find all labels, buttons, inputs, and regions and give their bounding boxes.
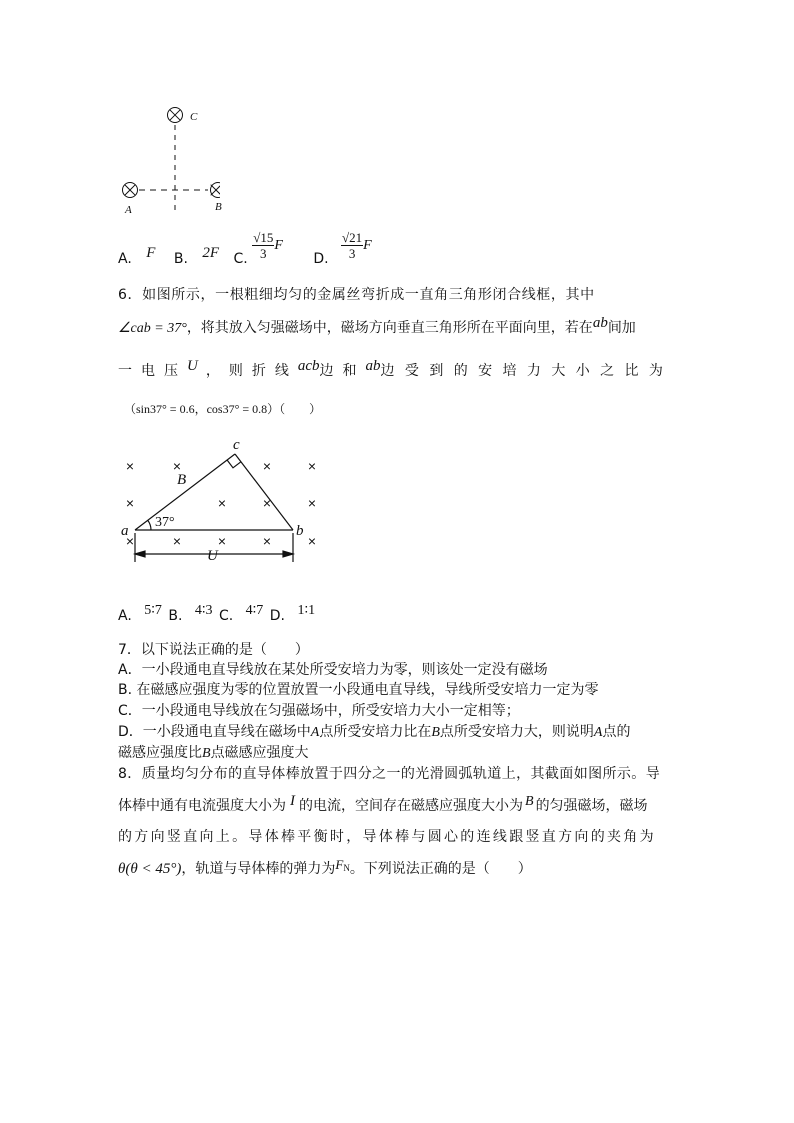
fig1-label-b: B <box>215 201 222 213</box>
q6-option-c-value: 4∶7 <box>245 603 264 618</box>
q5-option-a-value: F <box>146 245 156 261</box>
fig2-label-c: c <box>233 437 240 453</box>
field-cross: × <box>172 458 182 474</box>
field-crosses <box>126 458 316 549</box>
q7-option-b: B. 在磁感应强度为零的位置放置一小段通电直导线，导线所受安培力一定为零 <box>118 682 599 698</box>
q6-acb-label: acb <box>297 358 320 374</box>
wire-b-cross-icon <box>211 183 221 198</box>
q5-option-c-letter: C. <box>233 251 248 267</box>
field-cross: × <box>125 533 135 549</box>
fig2-label-a: a <box>121 523 129 539</box>
field-cross: × <box>262 533 272 549</box>
u-left-arrow <box>135 551 145 557</box>
q7-d-text-4: 点的 <box>602 724 631 740</box>
field-cross: × <box>217 533 227 549</box>
field-cross: × <box>307 495 317 511</box>
q6-line-3-c: 边和 <box>319 363 366 379</box>
q6-angle-expression: ∠cab = 37° <box>118 321 187 336</box>
fig2-angle-label: 37° <box>155 515 175 530</box>
q7-stem: 7．以下说法正确的是（ ） <box>118 642 309 658</box>
q6-voltage-u: U <box>187 358 198 374</box>
field-cross: × <box>125 495 135 511</box>
q7-d-point-b-2: B <box>202 746 211 761</box>
q5-option-d-numerator: √21 <box>342 229 363 245</box>
q6-line-3-d: 边受到的安培力大小之比为 <box>380 363 674 379</box>
q6-ab-label-2: ab <box>365 358 381 374</box>
field-cross: × <box>125 458 135 474</box>
q7-d-text-2: 点所受安培力比在 <box>319 724 432 740</box>
q8-line-1: 8．质量均匀分布的直导体棒放置于四分之一的光滑圆弧轨道上，其截面如图所示。导 <box>118 766 661 782</box>
q5-option-c-numerator: √15 <box>253 229 274 245</box>
q8-line-4-a: ，轨道与导体棒的弹力为 <box>181 861 336 877</box>
q6-line-3-b: ，则折线 <box>205 363 298 379</box>
q8-line-4 <box>118 858 532 878</box>
q8-line-2-a: 体棒中通有电流强度大小为 <box>118 798 286 814</box>
q6-ab-label: ab <box>592 315 608 331</box>
q7-d-text-5: 磁感应强度比 <box>118 745 202 761</box>
field-cross: × <box>172 533 182 549</box>
q5-option-d-f: F <box>363 238 372 253</box>
wire-a-cross-icon <box>123 183 138 198</box>
q5-option-d-letter: D. <box>313 251 329 267</box>
q6-line-3 <box>118 360 673 380</box>
q7-d-text-1: D．一小段通电直导线在磁场中 <box>118 724 311 740</box>
q5-option-c-fraction <box>252 230 274 261</box>
q6-option-b-letter: B. <box>168 608 183 624</box>
q5-option-d-fraction <box>341 230 363 261</box>
q7-option-d-line-1 <box>118 721 630 741</box>
field-cross: × <box>307 533 317 549</box>
field-cross: × <box>262 495 272 511</box>
q5-option-b-letter: B. <box>173 251 188 267</box>
q5-option-c-f: F <box>274 238 283 253</box>
q7-option-d-line-2 <box>118 742 309 762</box>
q6-line-3-a: 一电压 <box>118 363 187 379</box>
fig2-label-u: U <box>207 548 218 564</box>
q6-line-2 <box>118 317 636 337</box>
q5-option-b-value: 2F <box>202 245 220 261</box>
q8-line-2-c: 的匀强磁场，磁场 <box>535 798 648 814</box>
q7-option-a: A．一小段通电直导线放在某处所受安培力为零，则该处一定没有磁场 <box>118 662 548 678</box>
q8-force-f: F <box>335 857 344 872</box>
q6-option-a-letter: A. <box>118 608 132 624</box>
q7-d-point-a-2: A <box>593 725 603 740</box>
q8-force-subscript-n: N <box>343 863 350 873</box>
q6-line-4: （sin37° = 0.6，cos37° = 0.8）（ ） <box>124 402 322 416</box>
q6-options <box>118 603 316 627</box>
q8-line-2 <box>118 795 648 815</box>
edge-ac <box>135 454 235 530</box>
field-cross: × <box>262 458 272 474</box>
field-cross: × <box>307 458 317 474</box>
field-cross: × <box>217 495 227 511</box>
fig2-label-B: B <box>177 472 187 488</box>
q7-d-point-b: B <box>431 725 440 740</box>
right-angle-mark <box>227 460 241 468</box>
q6-line-1: 6．如图所示，一根粗细均匀的金属丝弯折成一直角三角形闭合线框，其中 <box>118 287 595 303</box>
u-right-arrow <box>283 551 293 557</box>
q8-current-i: I <box>290 793 295 809</box>
q7-d-text-3: 点所受安培力大，则说明 <box>439 724 594 740</box>
fig2-label-b: b <box>296 523 304 539</box>
q7-d-point-a: A <box>310 725 320 740</box>
triangle-field-figure <box>115 432 335 572</box>
q8-theta-expression: θ(θ < 45°) <box>118 861 182 877</box>
fig1-label-c: C <box>190 111 198 123</box>
q6-option-d-letter: D. <box>269 608 285 624</box>
q5-option-c-denominator: 3 <box>260 245 267 261</box>
q6-line-2-end: 间加 <box>607 320 636 336</box>
q7-d-text-6: 点磁感应强度大 <box>210 745 309 761</box>
q6-option-c-letter: C. <box>218 608 234 624</box>
wire-c-cross-icon <box>168 108 183 123</box>
q6-line-2-text: ，将其放入匀强磁场中，磁场方向垂直三角形所在平面向里，若在 <box>186 320 593 336</box>
q8-line-4-b: 。下列说法正确的是（ ） <box>349 861 532 877</box>
q5-options <box>118 229 372 275</box>
angle-arc <box>148 520 151 530</box>
q5-option-d-denominator: 3 <box>348 245 356 261</box>
q7-option-c: C．一小段通电导线放在匀强磁场中，所受安培力大小一定相等； <box>118 703 520 719</box>
q6-option-b-value: 4∶3 <box>194 603 213 618</box>
q5-option-a-letter: A. <box>118 251 132 267</box>
q6-option-a-value: 5∶7 <box>144 603 162 618</box>
fig1-label-a: A <box>125 204 132 216</box>
three-wire-figure <box>110 100 220 218</box>
q8-line-3: 的方向竖直向上。导体棒平衡时，导体棒与圆心的连线跟竖直方向的夹角为 <box>118 829 656 845</box>
q6-option-d-value: 1∶1 <box>297 603 316 618</box>
q8-field-b: B <box>525 794 534 809</box>
q8-line-2-b: 的电流，空间存在磁感应强度大小为 <box>299 798 523 814</box>
